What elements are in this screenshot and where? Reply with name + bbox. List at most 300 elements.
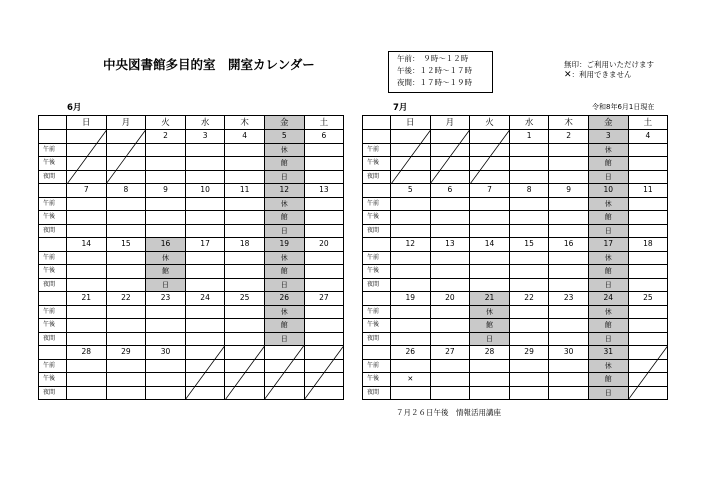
slot-cell xyxy=(185,197,225,211)
slot-cell xyxy=(106,359,146,373)
hours-evening: 夜間：１７時～１９時 xyxy=(397,78,472,87)
date-cell: 19 xyxy=(264,238,304,252)
closed-day-cell: 館 xyxy=(264,157,304,171)
slot-label: 夜間 xyxy=(39,332,67,346)
slot-cell xyxy=(67,143,107,157)
event-note: ７月２６日午後 情報活用講座 xyxy=(396,408,501,417)
slot-cell xyxy=(225,211,265,225)
slot-cell xyxy=(391,143,431,157)
slot-cell xyxy=(509,332,549,346)
slot-cell xyxy=(549,305,589,319)
slot-cell xyxy=(67,305,107,319)
slot-cell xyxy=(185,319,225,333)
slot-cell xyxy=(391,332,431,346)
hours-morning: 午前： ９時～１２時 xyxy=(397,54,469,63)
week-spacer xyxy=(39,292,67,306)
slot-cell xyxy=(628,278,668,292)
slot-cell xyxy=(509,386,549,400)
date-cell: 5 xyxy=(264,130,304,144)
slot-cell xyxy=(549,197,589,211)
weekday-header: 木 xyxy=(225,116,265,130)
date-cell: 27 xyxy=(304,292,344,306)
slot-cell xyxy=(146,211,186,225)
slot-cell xyxy=(225,143,265,157)
slot-cell xyxy=(67,386,107,400)
slot-cell xyxy=(470,157,510,171)
date-cell: 14 xyxy=(470,238,510,252)
slot-label: 夜間 xyxy=(363,278,391,292)
date-cell: 27 xyxy=(430,346,470,360)
slot-cell xyxy=(430,319,470,333)
slot-cell xyxy=(509,265,549,279)
date-cell: 24 xyxy=(588,292,628,306)
date-cell: 9 xyxy=(146,184,186,198)
slot-cell xyxy=(106,332,146,346)
closed-day-cell: 休 xyxy=(264,305,304,319)
slot-cell xyxy=(185,265,225,279)
date-cell: 17 xyxy=(185,238,225,252)
closed-day-cell: 館 xyxy=(264,319,304,333)
slot-cell xyxy=(67,319,107,333)
date-cell xyxy=(391,130,431,144)
slot-cell xyxy=(185,157,225,171)
slot-cell xyxy=(304,211,344,225)
slot-cell xyxy=(67,211,107,225)
date-cell: 1 xyxy=(509,130,549,144)
legend-cross-label: ：利用できません xyxy=(571,70,632,79)
slot-cell xyxy=(549,359,589,373)
date-cell: 11 xyxy=(225,184,265,198)
date-cell xyxy=(628,346,668,360)
closed-day-cell: 館 xyxy=(588,373,628,387)
closed-day-cell: 館 xyxy=(264,211,304,225)
slot-cell xyxy=(509,305,549,319)
slot-cell xyxy=(430,332,470,346)
slot-cell xyxy=(304,170,344,184)
date-cell: 7 xyxy=(67,184,107,198)
slot-cell xyxy=(225,170,265,184)
slot-cell xyxy=(430,157,470,171)
legend-blank: 無印：ご利用いただけます xyxy=(564,60,654,69)
slot-cell xyxy=(304,251,344,265)
closed-day-cell: 休 xyxy=(264,251,304,265)
date-cell xyxy=(470,130,510,144)
slot-label: 午前 xyxy=(39,197,67,211)
date-cell: 12 xyxy=(391,238,431,252)
slot-cell xyxy=(225,224,265,238)
slot-cell xyxy=(106,170,146,184)
slot-cell xyxy=(628,386,668,400)
closed-day-cell: 館 xyxy=(588,265,628,279)
weekday-header: 火 xyxy=(146,116,186,130)
date-cell: 5 xyxy=(391,184,431,198)
date-cell xyxy=(225,346,265,360)
june-label: 6月 xyxy=(67,103,82,113)
slot-label: 午後 xyxy=(39,373,67,387)
slot-cell xyxy=(430,386,470,400)
slot-cell xyxy=(549,373,589,387)
slot-cell xyxy=(185,170,225,184)
slot-cell xyxy=(391,224,431,238)
slot-cell xyxy=(509,211,549,225)
closed-day-cell: 日 xyxy=(470,332,510,346)
date-cell: 21 xyxy=(470,292,510,306)
date-cell: 9 xyxy=(549,184,589,198)
week-spacer xyxy=(363,238,391,252)
slot-cell xyxy=(470,359,510,373)
date-cell: 28 xyxy=(67,346,107,360)
slot-cell xyxy=(549,224,589,238)
slot-cell xyxy=(67,157,107,171)
week-spacer xyxy=(39,184,67,198)
slot-cell xyxy=(549,386,589,400)
slot-cell xyxy=(106,386,146,400)
weekday-header: 金 xyxy=(588,116,628,130)
week-spacer xyxy=(363,346,391,360)
slot-label: 夜間 xyxy=(363,170,391,184)
date-cell: 24 xyxy=(185,292,225,306)
week-spacer xyxy=(39,238,67,252)
slot-cell xyxy=(146,386,186,400)
slot-cell xyxy=(185,332,225,346)
date-cell: 12 xyxy=(264,184,304,198)
slot-cell xyxy=(628,170,668,184)
slot-cell xyxy=(549,319,589,333)
slot-cell xyxy=(391,359,431,373)
slot-cell xyxy=(185,278,225,292)
slot-cell xyxy=(549,278,589,292)
weekday-header: 日 xyxy=(391,116,431,130)
closed-day-cell: 休 xyxy=(588,305,628,319)
slot-label: 午前 xyxy=(363,251,391,265)
slot-cell xyxy=(225,319,265,333)
slot-cell xyxy=(304,305,344,319)
slot-cell xyxy=(67,278,107,292)
closed-day-cell: 館 xyxy=(146,265,186,279)
slot-cell xyxy=(549,265,589,279)
slot-cell xyxy=(391,386,431,400)
slot-cell xyxy=(185,305,225,319)
date-cell: 25 xyxy=(628,292,668,306)
date-cell: 14 xyxy=(67,238,107,252)
slot-cell xyxy=(430,211,470,225)
slot-cell xyxy=(225,386,265,400)
slot-cell xyxy=(628,143,668,157)
slot-label: 午前 xyxy=(363,305,391,319)
slot-cell xyxy=(185,251,225,265)
slot-cell xyxy=(304,332,344,346)
slot-cell xyxy=(304,278,344,292)
slot-cell xyxy=(106,373,146,387)
slot-cell xyxy=(106,251,146,265)
slot-cell xyxy=(304,359,344,373)
slot-cell xyxy=(106,265,146,279)
date-cell: 6 xyxy=(304,130,344,144)
closed-day-cell: 館 xyxy=(264,265,304,279)
slot-label: 午前 xyxy=(39,143,67,157)
date-cell: 3 xyxy=(588,130,628,144)
slot-cell xyxy=(225,305,265,319)
weekday-header: 月 xyxy=(106,116,146,130)
closed-day-cell: 休 xyxy=(588,197,628,211)
week-spacer xyxy=(363,130,391,144)
slot-cell xyxy=(225,197,265,211)
slot-cell xyxy=(225,359,265,373)
slot-label: 午後 xyxy=(363,373,391,387)
date-cell: 26 xyxy=(391,346,431,360)
slot-label: 午後 xyxy=(39,319,67,333)
slot-cell xyxy=(146,170,186,184)
slot-cell xyxy=(509,278,549,292)
date-cell: 6 xyxy=(430,184,470,198)
slot-label: 午後 xyxy=(363,157,391,171)
closed-day-cell: 日 xyxy=(588,170,628,184)
slot-cell xyxy=(430,170,470,184)
slot-label: 夜間 xyxy=(363,332,391,346)
slot-cell xyxy=(67,197,107,211)
slot-cell xyxy=(146,359,186,373)
closed-day-cell: 休 xyxy=(146,251,186,265)
slot-cell xyxy=(225,278,265,292)
slot-cell xyxy=(509,319,549,333)
date-cell: 20 xyxy=(304,238,344,252)
slot-cell xyxy=(225,265,265,279)
slot-cell xyxy=(304,143,344,157)
date-cell: 20 xyxy=(430,292,470,306)
date-cell: 3 xyxy=(185,130,225,144)
slot-cell xyxy=(391,278,431,292)
slot-cell xyxy=(509,170,549,184)
corner-cell xyxy=(363,116,391,130)
slot-label: 午後 xyxy=(363,265,391,279)
slot-cell xyxy=(146,143,186,157)
date-cell: 2 xyxy=(146,130,186,144)
slot-cell xyxy=(391,211,431,225)
slot-cell xyxy=(391,305,431,319)
page-title: 中央図書館多目的室 開室カレンダー xyxy=(103,57,315,72)
cross-icon: ✕ xyxy=(564,70,572,80)
slot-label: 午前 xyxy=(39,305,67,319)
slot-cell xyxy=(628,251,668,265)
slot-cell xyxy=(549,332,589,346)
weekday-header: 木 xyxy=(549,116,589,130)
slot-cell xyxy=(470,224,510,238)
slot-cell xyxy=(628,359,668,373)
closed-day-cell: 館 xyxy=(588,211,628,225)
slot-label: 午後 xyxy=(39,157,67,171)
hours-box xyxy=(388,51,493,93)
slot-label: 午後 xyxy=(363,319,391,333)
slot-label: 午前 xyxy=(363,143,391,157)
slot-cell xyxy=(391,157,431,171)
slot-label: 午前 xyxy=(363,359,391,373)
slot-label: 午後 xyxy=(39,265,67,279)
slot-cell xyxy=(304,157,344,171)
date-cell: 10 xyxy=(588,184,628,198)
date-cell: 18 xyxy=(628,238,668,252)
weekday-header: 土 xyxy=(628,116,668,130)
slot-cell xyxy=(391,197,431,211)
date-cell: 4 xyxy=(628,130,668,144)
slot-cell xyxy=(106,278,146,292)
slot-cell xyxy=(391,265,431,279)
date-cell: 28 xyxy=(470,346,510,360)
closed-day-cell: 日 xyxy=(264,278,304,292)
slot-cell xyxy=(430,224,470,238)
slot-cell xyxy=(549,211,589,225)
weekday-header: 土 xyxy=(304,116,344,130)
slot-cell xyxy=(106,157,146,171)
slot-cell xyxy=(225,373,265,387)
closed-day-cell: 館 xyxy=(588,157,628,171)
date-cell: 25 xyxy=(225,292,265,306)
weekday-header: 水 xyxy=(185,116,225,130)
slot-cell xyxy=(67,332,107,346)
date-cell: 16 xyxy=(146,238,186,252)
slot-cell xyxy=(264,373,304,387)
slot-cell xyxy=(430,197,470,211)
closed-day-cell: 休 xyxy=(588,359,628,373)
slot-cell xyxy=(67,170,107,184)
slot-cell xyxy=(470,143,510,157)
week-spacer xyxy=(39,130,67,144)
weekday-header: 火 xyxy=(470,116,510,130)
slot-cell xyxy=(470,386,510,400)
slot-cell xyxy=(67,373,107,387)
slot-cell xyxy=(430,359,470,373)
slot-cell xyxy=(628,373,668,387)
legend xyxy=(564,60,654,80)
date-cell: 8 xyxy=(106,184,146,198)
slot-cell xyxy=(391,319,431,333)
corner-cell xyxy=(39,116,67,130)
closed-day-cell: 館 xyxy=(470,319,510,333)
weekday-header: 水 xyxy=(509,116,549,130)
slot-cell xyxy=(549,170,589,184)
date-cell: 30 xyxy=(146,346,186,360)
date-cell: 23 xyxy=(146,292,186,306)
slot-label: 午後 xyxy=(39,211,67,225)
closed-day-cell: 休 xyxy=(470,305,510,319)
slot-label: 午前 xyxy=(363,197,391,211)
date-cell: 21 xyxy=(67,292,107,306)
closed-day-cell: 日 xyxy=(588,224,628,238)
slot-label: 夜間 xyxy=(39,278,67,292)
slot-cell xyxy=(264,386,304,400)
slot-cell xyxy=(304,319,344,333)
date-cell: 8 xyxy=(509,184,549,198)
slot-cell xyxy=(628,319,668,333)
week-spacer xyxy=(363,184,391,198)
closed-day-cell: 日 xyxy=(588,386,628,400)
slot-label: 午後 xyxy=(363,211,391,225)
date-cell: 15 xyxy=(509,238,549,252)
slot-cell xyxy=(106,211,146,225)
slot-cell xyxy=(106,197,146,211)
closed-day-cell: 日 xyxy=(264,332,304,346)
slot-cell xyxy=(430,265,470,279)
slot-cell xyxy=(509,224,549,238)
slot-label: 夜間 xyxy=(39,386,67,400)
slot-cell xyxy=(106,143,146,157)
weekday-header: 月 xyxy=(430,116,470,130)
closed-day-cell: 休 xyxy=(264,143,304,157)
slot-cell xyxy=(430,305,470,319)
slot-cell xyxy=(391,170,431,184)
date-cell: 19 xyxy=(391,292,431,306)
slot-cell xyxy=(470,265,510,279)
slot-cell xyxy=(146,373,186,387)
date-cell: 18 xyxy=(225,238,265,252)
closed-day-cell: 休 xyxy=(588,143,628,157)
slot-cell xyxy=(146,319,186,333)
slot-cell xyxy=(304,224,344,238)
slot-cell xyxy=(146,305,186,319)
slot-cell xyxy=(185,359,225,373)
closed-day-cell: 休 xyxy=(264,197,304,211)
date-cell xyxy=(264,346,304,360)
slot-cell xyxy=(391,251,431,265)
slot-label: 午前 xyxy=(39,251,67,265)
week-spacer xyxy=(39,346,67,360)
closed-day-cell: 日 xyxy=(264,170,304,184)
weekday-header: 日 xyxy=(67,116,107,130)
slot-cell xyxy=(225,251,265,265)
slot-cell xyxy=(628,211,668,225)
hours-afternoon: 午後：１２時～１７時 xyxy=(397,66,472,75)
slot-cell xyxy=(470,251,510,265)
date-cell: 13 xyxy=(304,184,344,198)
closed-day-cell: 日 xyxy=(588,278,628,292)
date-cell xyxy=(185,346,225,360)
closed-day-cell: 日 xyxy=(588,332,628,346)
slot-label: 午前 xyxy=(39,359,67,373)
weekday-header: 金 xyxy=(264,116,304,130)
slot-cell xyxy=(509,157,549,171)
slot-cell xyxy=(549,157,589,171)
slot-cell xyxy=(470,170,510,184)
slot-cell xyxy=(304,386,344,400)
slot-cell xyxy=(470,278,510,292)
slot-cell xyxy=(509,197,549,211)
date-cell: 11 xyxy=(628,184,668,198)
date-cell: 13 xyxy=(430,238,470,252)
slot-cell xyxy=(549,251,589,265)
slot-cell xyxy=(304,373,344,387)
legend-cross xyxy=(564,70,654,80)
slot-label: 夜間 xyxy=(39,224,67,238)
slot-cell xyxy=(106,305,146,319)
slot-cell xyxy=(470,211,510,225)
closed-day-cell: 日 xyxy=(146,278,186,292)
slot-cell xyxy=(67,265,107,279)
slot-cell xyxy=(185,211,225,225)
slot-label: 夜間 xyxy=(363,386,391,400)
date-cell xyxy=(304,346,344,360)
slot-cell xyxy=(628,332,668,346)
slot-cell xyxy=(146,197,186,211)
slot-cell xyxy=(509,373,549,387)
slot-cell xyxy=(628,305,668,319)
july-label: 7月 xyxy=(393,103,408,113)
slot-cell xyxy=(430,251,470,265)
slot-cell xyxy=(628,157,668,171)
slot-cell xyxy=(185,224,225,238)
date-cell xyxy=(106,130,146,144)
date-cell: 4 xyxy=(225,130,265,144)
date-cell: 16 xyxy=(549,238,589,252)
cross-icon: ✕ xyxy=(391,373,431,387)
